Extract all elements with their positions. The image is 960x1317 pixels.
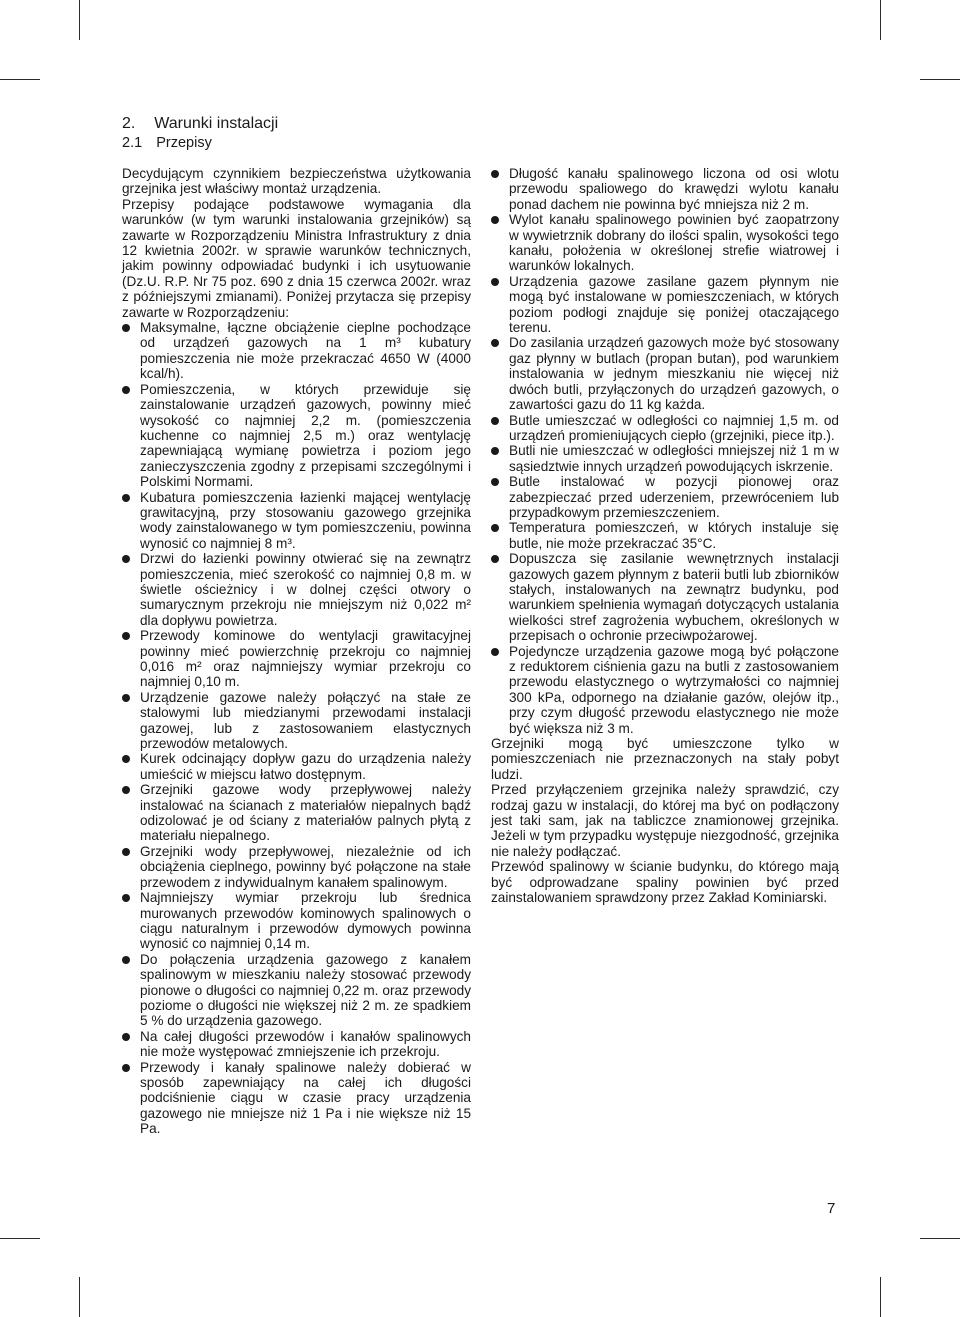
- list-item: [491, 335, 839, 412]
- body-paragraph: Przewód spalinowy w ścianie budynku, do którego mają być odprowadzane spaliny powinien być przed zainstalowaniem sprawdzony przez Zakład Kominiarski.: [491, 859, 839, 906]
- bullet-icon: [122, 786, 130, 794]
- bullet-icon: [491, 524, 499, 532]
- list-item-text: Temperatura pomieszczeń, w których instaluje się butle, nie może przekraczać 35°C.: [509, 520, 839, 551]
- list-item: [122, 490, 471, 552]
- bullet-icon: [122, 1064, 130, 1072]
- list-item: [491, 274, 839, 336]
- list-item-text: Najmniejszy wymiar przekroju lub średnica murowanych przewodów kominowych spalinowych o ciągu naturalnym i przewodów dymowych powinna wynosić co najmniej 0,14 m.: [140, 890, 471, 952]
- list-item-text: Kurek odcinający dopływ gazu do urządzenia należy umieścić w miejscu łatwo dostępnym.: [140, 751, 471, 782]
- crop-mark: [79, 1277, 80, 1317]
- list-item-text: Wylot kanału spalinowego powinien być zaopatrzony w wywietrznik dobrany do ilości spalin, wysokości tego kanału, położenia w określonej strefie wiatrowej i warunków lokalnych.: [509, 212, 839, 274]
- subsection-heading: [122, 134, 212, 153]
- list-item-text: Dopuszcza się zasilanie wewnętrznych instalacji gazowych gazem płynnym z baterii butli lub zbiorników stałych, instalowanych na zewnątrz budynku, pod warunkiem spełnienia wymagań dotyczących ustalania wielkości stref zagrożenia wybuchem, określonych w przepisach o ochronie przeciwpożarowej.: [509, 551, 839, 644]
- list-item-text: Maksymalne, łączne obciążenie cieplne pochodzące od urządzeń gazowych na 1 m³ kubatury pomieszczenia nie może przekraczać 4650 W (4000 kcal/h).: [140, 320, 471, 382]
- crop-mark: [0, 79, 40, 80]
- bullet-icon: [122, 494, 130, 502]
- list-item: [122, 782, 471, 844]
- list-item: [122, 382, 471, 490]
- list-item-text: Grzejniki gazowe wody przepływowej należy instalować na ścianach z materiałów niepalnych bądź odizolować je od ściany z materiałów palnych płytą z materiału niepalnego.: [140, 782, 471, 844]
- list-item: [122, 690, 471, 752]
- list-item: [491, 551, 839, 643]
- bullet-icon: [491, 417, 499, 425]
- list-item-text: Drzwi do łazienki powinny otwierać się na zewnątrz pomieszczenia, mieć szerokość co najmniej 0,8 m. w świetle ościeżnicy i w dolnej części otwory o sumarycznym przekroju nie mniejszym niż 0,022 m² dla dopływu powietrza.: [140, 551, 471, 628]
- crop-mark: [920, 79, 960, 80]
- subsection-title: Przepisy: [156, 135, 212, 151]
- bullet-icon: [491, 339, 499, 347]
- list-item: [491, 443, 839, 474]
- list-item: [122, 751, 471, 782]
- section-heading: [122, 114, 278, 134]
- intro-paragraph: Decydującym czynnikiem bezpieczeństwa użytkowania grzejnika jest właściwy montaż urządzenia.: [122, 166, 471, 197]
- list-item-text: Pomieszczenia, w których przewiduje się zainstalowanie urządzeń gazowych, powinny mieć wysokość co najmniej 2,2 m. (pomieszczenia kuchenne co najmniej 2,5 m.) oraz wentylację zapewniającą wymianę powietrza i poziom jego zanieczyszczenia zgodny z przepisami szczególnymi i Polskimi Normami.: [140, 381, 471, 490]
- list-item: [122, 320, 471, 382]
- list-item: [122, 551, 471, 628]
- list-item-text: Przewody i kanały spalinowe należy dobierać w sposób zapewniający na całej ich długości podciśnienie ciągu w czasie pracy urządzenia gazowego nie mniejsze niż 1 Pa i nie większe niż 15 Pa.: [140, 1059, 471, 1137]
- list-item: [122, 1060, 471, 1137]
- list-item: [491, 474, 839, 520]
- crop-mark: [0, 1238, 40, 1239]
- list-item-text: Urządzenie gazowe należy połączyć na stałe ze stalowymi lub miedzianymi przewodami instalacji gazowej, lub z zastosowaniem elastycznych przewodów metalowych.: [140, 689, 471, 752]
- bullet-icon: [491, 170, 499, 178]
- regulation-list: [122, 320, 471, 1137]
- list-item-text: Do zasilania urządzeń gazowych może być stosowany gaz płynny w butlach (propan butan), pod warunkiem instalowania w jednym mieszkaniu nie więcej niż dwóch butli, przyłączonych do urządzeń gazowych, o zawartości gazu do 11 kg każda.: [509, 335, 839, 413]
- right-column: [491, 166, 839, 906]
- bullet-icon: [122, 894, 130, 902]
- bullet-icon: [491, 216, 499, 224]
- intro-paragraph: Przepisy podające podstawowe wymagania dla warunków (w tym warunki instalowania grzejników) są zawarte w Rozporządzeniu Ministra Infrastruktury z dnia 12 kwietnia 2002r. w sprawie warunków technicznych, jakim powinny odpowiadać budynki i ich usytuowanie (Dz.U. R.P. Nr 75 poz. 690 z dnia 15 czerwca 2002r. wraz z późniejszymi zmianami). Poniżej przytacza się przepisy zawarte w Rozporządzeniu:: [122, 196, 471, 320]
- list-item-text: Kubatura pomieszczenia łazienki mającej wentylację grawitacyjną, przy stosowaniu gazowego grzejnika wody zainstalowanego w tym pomieszczeniu, powinna wynosić co najmniej 8 m³.: [140, 489, 471, 551]
- list-item-text: Urządzenia gazowe zasilane gazem płynnym nie mogą być instalowane w pomieszczeniach, w których poziom podłogi znajduje się poniżej otaczającego terenu.: [509, 273, 839, 336]
- list-item-text: Na całej długości przewodów i kanałów spalinowych nie może występować zmniejszenie ich przekroju.: [140, 1028, 471, 1060]
- bullet-icon: [491, 278, 499, 286]
- bullet-icon: [122, 755, 130, 763]
- crop-mark: [880, 0, 881, 40]
- list-item-text: Butle instalować w pozycji pionowej oraz zabezpieczać przed uderzeniem, przewróceniem lub przypadkowym przemieszczeniem.: [509, 474, 839, 520]
- list-item-text: Do połączenia urządzenia gazowego z kanałem spalinowym w mieszkaniu należy stosować przewody pionowe o długości co najmniej 0,22 m. oraz przewody poziome o długości nie większej niż 2 m. ze spadkiem 5 % do urządzenia gazowego.: [140, 951, 471, 1029]
- bullet-icon: [122, 1033, 130, 1041]
- bullet-icon: [122, 324, 130, 332]
- subsection-number: 2.1: [122, 135, 143, 151]
- list-item: [491, 520, 839, 551]
- body-paragraph: Grzejniki mogą być umieszczone tylko w pomieszczeniach nie przeznaczonych na stały pobyt ludzi.: [491, 736, 839, 782]
- list-item: [491, 644, 839, 736]
- regulation-list: [491, 166, 839, 736]
- list-item: [122, 890, 471, 952]
- list-item: [491, 212, 839, 274]
- crop-mark: [880, 1277, 881, 1317]
- bullet-icon: [491, 648, 499, 656]
- list-item: [491, 413, 839, 444]
- list-item-text: Butli nie umieszczać w odległości mniejszej niż 1 m w sąsiedztwie innych urządzeń powodujących iskrzenie.: [509, 443, 839, 474]
- bullet-icon: [491, 478, 499, 486]
- crop-mark: [79, 0, 80, 40]
- crop-mark: [920, 1238, 960, 1239]
- bullet-icon: [122, 386, 130, 394]
- bullet-icon: [122, 632, 130, 640]
- list-item: [491, 166, 839, 212]
- bullet-icon: [122, 848, 130, 856]
- list-item: [122, 628, 471, 690]
- page-number: 7: [827, 1200, 836, 1217]
- list-item-text: Przewody kominowe do wentylacji grawitacyjnej powinny mieć powierzchnię przekroju co najmniej 0,016 m² oraz najmniejszy wymiar przekroju co najmniej 0,10 m.: [140, 628, 471, 690]
- bullet-icon: [122, 956, 130, 964]
- bullet-icon: [122, 555, 130, 563]
- list-item-text: Grzejniki wody przepływowej, niezależnie od ich obciążenia cieplnego, powinny być połączone na stałe przewodem z indywidualnym kanałem spalinowym.: [140, 843, 471, 890]
- list-item: [122, 952, 471, 1029]
- list-item: [122, 844, 471, 890]
- bullet-icon: [491, 447, 499, 455]
- bullet-icon: [122, 694, 130, 702]
- list-item-text: Butle umieszczać w odległości co najmniej 1,5 m. od urządzeń promieniujących ciepło (grzejniki, piece itp.).: [509, 412, 839, 443]
- bullet-icon: [491, 555, 499, 563]
- list-item-text: Długość kanału spalinowego liczona od osi wlotu przewodu spaliowego do krawędzi wylotu kanału ponad dachem nie powinna być mniejsza niż 2 m.: [509, 166, 839, 212]
- body-paragraph: Przed przyłączeniem grzejnika należy sprawdzić, czy rodzaj gazu w instalacji, do której ma być on podłączony jest taki sam, jak na tabliczce znamionowej grzejnika. Jeżeli w tym przypadku występuje niezgodność, grzejnika nie należy podłączać.: [491, 782, 839, 859]
- list-item: [122, 1029, 471, 1060]
- section-number: 2.: [122, 115, 136, 132]
- left-column: [122, 166, 471, 1137]
- section-title: Warunki instalacji: [154, 115, 279, 132]
- list-item-text: Pojedyncze urządzenia gazowe mogą być połączone z reduktorem ciśnienia gazu na butli z zastosowaniem przewodu elastycznego o wytrzymałości co najmniej 300 kPa, odpornego na działanie gazów, olejów itp., przy czym długość przewodu elastycznego nie może być większa niż 3 m.: [509, 643, 839, 736]
